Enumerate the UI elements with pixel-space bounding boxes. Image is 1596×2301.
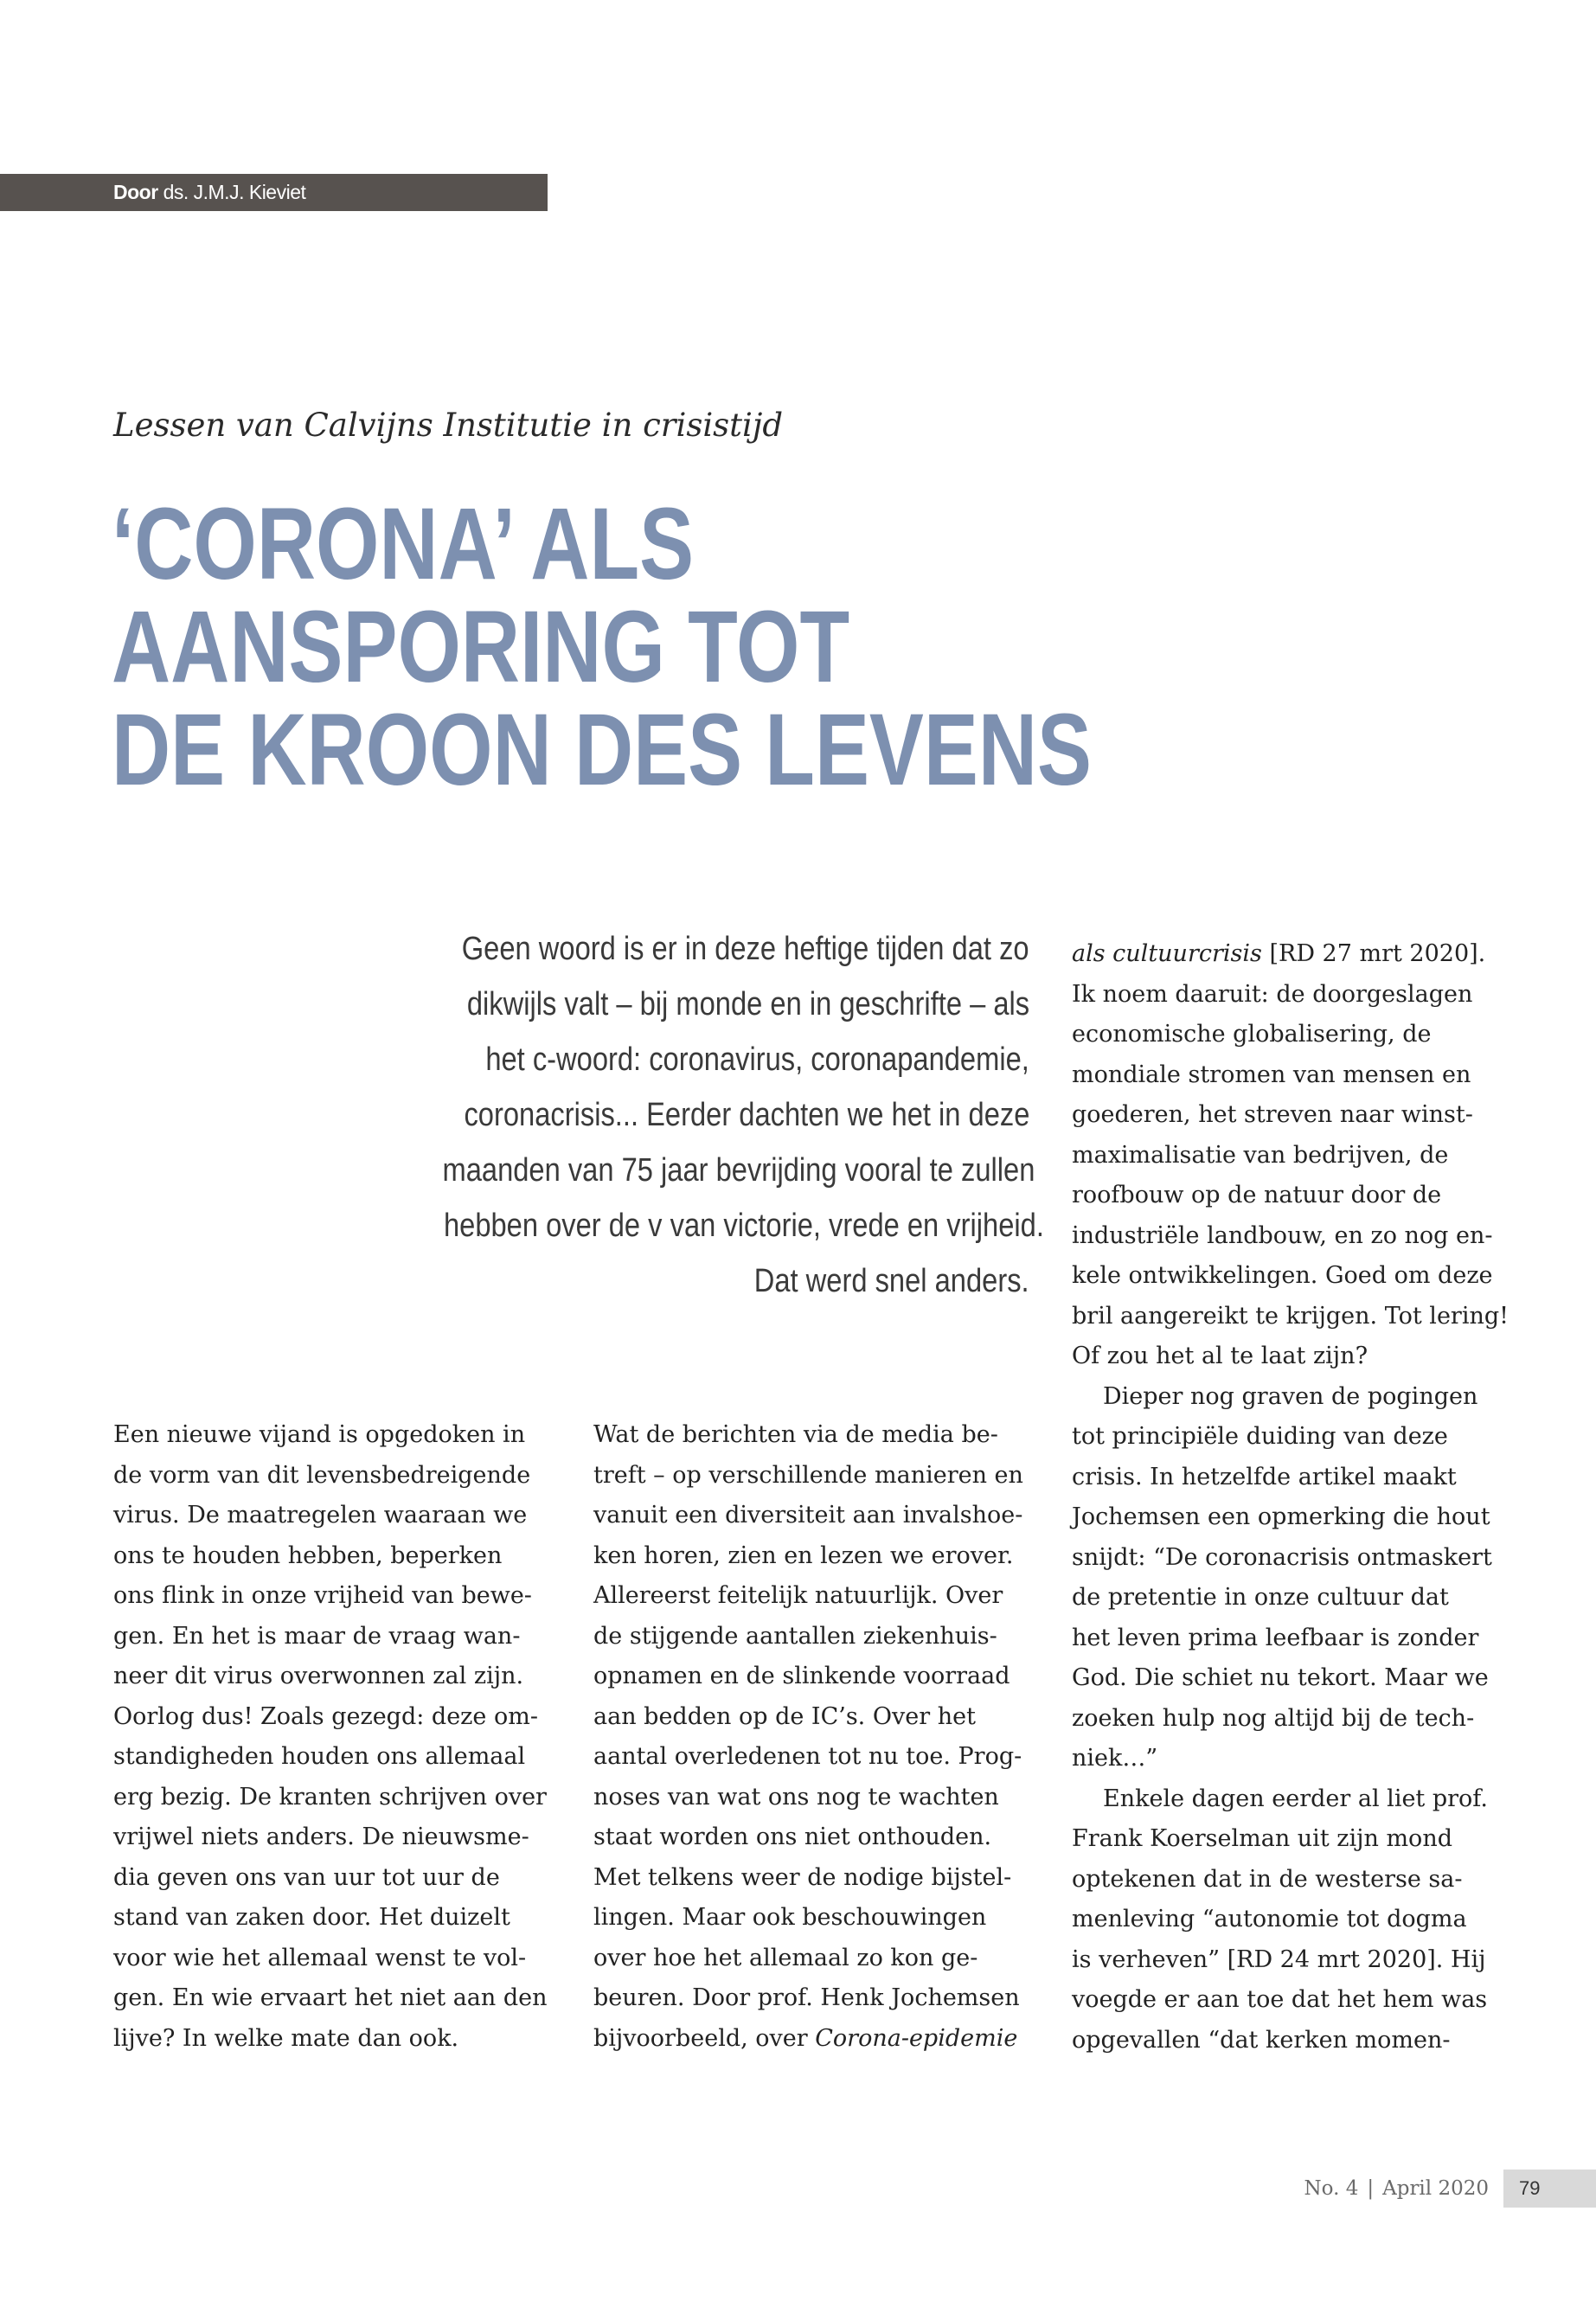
- title-line: DE KROON DES LEVENS: [112, 693, 1092, 807]
- byline-prefix: Door: [113, 181, 158, 203]
- body-line: kele ontwikkelingen. Goed om deze: [1072, 1262, 1493, 1289]
- body-line: God. Die schiet nu tekort. Maar we: [1072, 1664, 1489, 1691]
- lead-line: Dat werd snel anders.: [754, 1263, 1029, 1299]
- body-text: [RD 27 mrt 2020].: [1261, 940, 1486, 967]
- body-line: industriële landbouw, en zo nog en-: [1072, 1221, 1493, 1249]
- body-text: bijvoorbeeld, over: [593, 2024, 816, 2052]
- title-line: AANSPORING TOT: [112, 590, 850, 704]
- byline-bar: [0, 174, 548, 211]
- body-italic: als cultuurcrisis: [1072, 940, 1262, 967]
- body-line: stand van zaken door. Het duizelt: [113, 1904, 510, 1931]
- article-kicker: Lessen van Calvijns Institutie in crisistijd: [113, 407, 784, 444]
- article-title: [112, 487, 1092, 807]
- body-line-mixed: [593, 2019, 1026, 2060]
- lead-line: coronacrisis... Eerder dachten we het in deze: [464, 1097, 1029, 1133]
- body-line: Enkele dagen eerder al liet prof.: [1103, 1785, 1488, 1812]
- body-line: opgevallen “dat kerken momen-: [1072, 2026, 1451, 2054]
- body-line: is verheven” [RD 24 mrt 2020]. Hij: [1072, 1945, 1486, 1973]
- body-column-2: [593, 1415, 1026, 2059]
- body-line: noses van wat ons nog te wachten: [593, 1783, 999, 1811]
- body-line: niek…”: [1072, 1745, 1158, 1772]
- body-line: Oorlog dus! Zoals gezegd: deze om-: [113, 1702, 538, 1730]
- body-line: mondiale stromen van mensen en: [1072, 1061, 1471, 1088]
- lead-line: Geen woord is er in deze heftige tijden dat zo: [462, 931, 1029, 967]
- body-line: Een nieuwe vijand is opgedoken in: [113, 1421, 526, 1448]
- lead-line: dikwijls valt – bij monde en in geschrifte – als: [466, 986, 1029, 1022]
- body-line: over hoe het allemaal zo kon ge-: [593, 1944, 978, 1971]
- body-line: Of zou het al te laat zijn?: [1072, 1343, 1368, 1369]
- body-line: dia geven ons van uur tot uur de: [113, 1863, 500, 1891]
- body-line: de stijgende aantallen ziekenhuis-: [593, 1622, 997, 1650]
- article-lead: [346, 921, 1044, 1309]
- body-line: maximalisatie van bedrijven, de: [1072, 1141, 1449, 1169]
- body-line: opnamen en de slinkende voorraad: [593, 1663, 1010, 1689]
- body-line-mixed: [1072, 934, 1522, 975]
- body-line: roofbouw op de natuur door de: [1072, 1182, 1442, 1208]
- body-line: erg bezig. De kranten schrijven over: [113, 1783, 547, 1811]
- body-line: optekenen dat in de westerse sa-: [1072, 1865, 1463, 1893]
- body-line: Jochemsen een opmerking die hout: [1072, 1503, 1490, 1530]
- body-line: bril aangereikt te krijgen. Tot lering!: [1072, 1302, 1509, 1330]
- body-line: Dieper nog graven de pogingen: [1103, 1382, 1478, 1410]
- body-italic: Corona-epidemie: [815, 2024, 1018, 2052]
- lead-line: hebben over de v van victorie, vrede en vrijheid.: [443, 1208, 1044, 1244]
- lead-line: het c-woord: coronavirus, coronapandemie,: [485, 1042, 1029, 1078]
- footer-separator: |: [1367, 2177, 1375, 2200]
- body-line: ons te houden hebben, beperken: [113, 1541, 503, 1569]
- title-line: ‘CORONA’ ALS: [112, 487, 695, 601]
- body-line: crisis. In hetzelfde artikel maakt: [1072, 1463, 1457, 1490]
- body-line: snijdt: “De coronacrisis ontmaskert: [1072, 1543, 1492, 1571]
- body-line: menleving “autonomie tot dogma: [1072, 1906, 1467, 1932]
- body-line: zoeken hulp nog altijd bij de tech-: [1072, 1704, 1475, 1732]
- body-line: de pretentie in onze cultuur dat: [1072, 1584, 1449, 1611]
- body-line: voor wie het allemaal wenst te vol-: [113, 1944, 527, 1971]
- body-line: treft – op verschillende manieren en: [593, 1461, 1023, 1489]
- body-line: beuren. Door prof. Henk Jochemsen: [593, 1984, 1020, 2011]
- issue-number: No. 4: [1304, 2177, 1359, 2200]
- body-line: economische globalisering, de: [1072, 1021, 1432, 1048]
- issue-date: April 2020: [1382, 2177, 1489, 2200]
- body-line: gen. En wie ervaart het niet aan den: [113, 1984, 548, 2011]
- body-line: Met telkens weer de nodige bijstel-: [593, 1863, 1012, 1891]
- body-line: vanuit een diversiteit aan invalshoe-: [593, 1502, 1023, 1529]
- body-line: de vorm van dit levensbedreigende: [113, 1461, 531, 1489]
- lead-line: maanden van 75 jaar bevrijding vooral te zullen: [442, 1152, 1035, 1189]
- body-line: ons flink in onze vrijheid van bewe-: [113, 1582, 532, 1609]
- body-line: standigheden houden ons allemaal: [113, 1743, 526, 1770]
- body-line: voegde er aan toe dat het hem was: [1072, 1986, 1488, 2013]
- body-line: gen. En het is maar de vraag wan-: [113, 1622, 521, 1650]
- body-line: neer dit virus overwonnen zal zijn.: [113, 1663, 524, 1689]
- body-line: Frank Koerselman uit zijn mond: [1072, 1825, 1452, 1852]
- body-line: aan bedden op de IC’s. Over het: [593, 1702, 976, 1730]
- body-line: lingen. Maar ook beschouwingen: [593, 1904, 987, 1931]
- body-line: staat worden ons niet onthouden.: [593, 1823, 992, 1850]
- body-line: het leven prima leefbaar is zonder: [1072, 1624, 1479, 1651]
- body-line: ken horen, zien en lezen we erover.: [593, 1541, 1014, 1569]
- body-line: Ik noem daaruit: de doorgeslagen: [1072, 980, 1473, 1008]
- body-line: Allereerst feitelijk natuurlijk. Over: [593, 1582, 1003, 1609]
- body-line: lijve? In welke mate dan ook.: [113, 2024, 459, 2052]
- byline-author: ds. J.M.J. Kieviet: [163, 181, 306, 203]
- page-footer: [1304, 2170, 1489, 2208]
- body-line: vrijwel niets anders. De nieuwsme-: [113, 1823, 529, 1850]
- body-column-3: [1072, 934, 1522, 2061]
- body-column-1: [113, 1415, 546, 2059]
- body-line: virus. De maatregelen waaraan we: [113, 1502, 528, 1529]
- body-line: aantal overledenen tot nu toe. Prog-: [593, 1743, 1022, 1770]
- body-line: Wat de berichten via de media be-: [593, 1421, 998, 1448]
- body-line: tot principiële duiding van deze: [1072, 1423, 1448, 1450]
- page-number: 79: [1503, 2170, 1596, 2208]
- body-line: goederen, het streven naar winst-: [1072, 1101, 1473, 1128]
